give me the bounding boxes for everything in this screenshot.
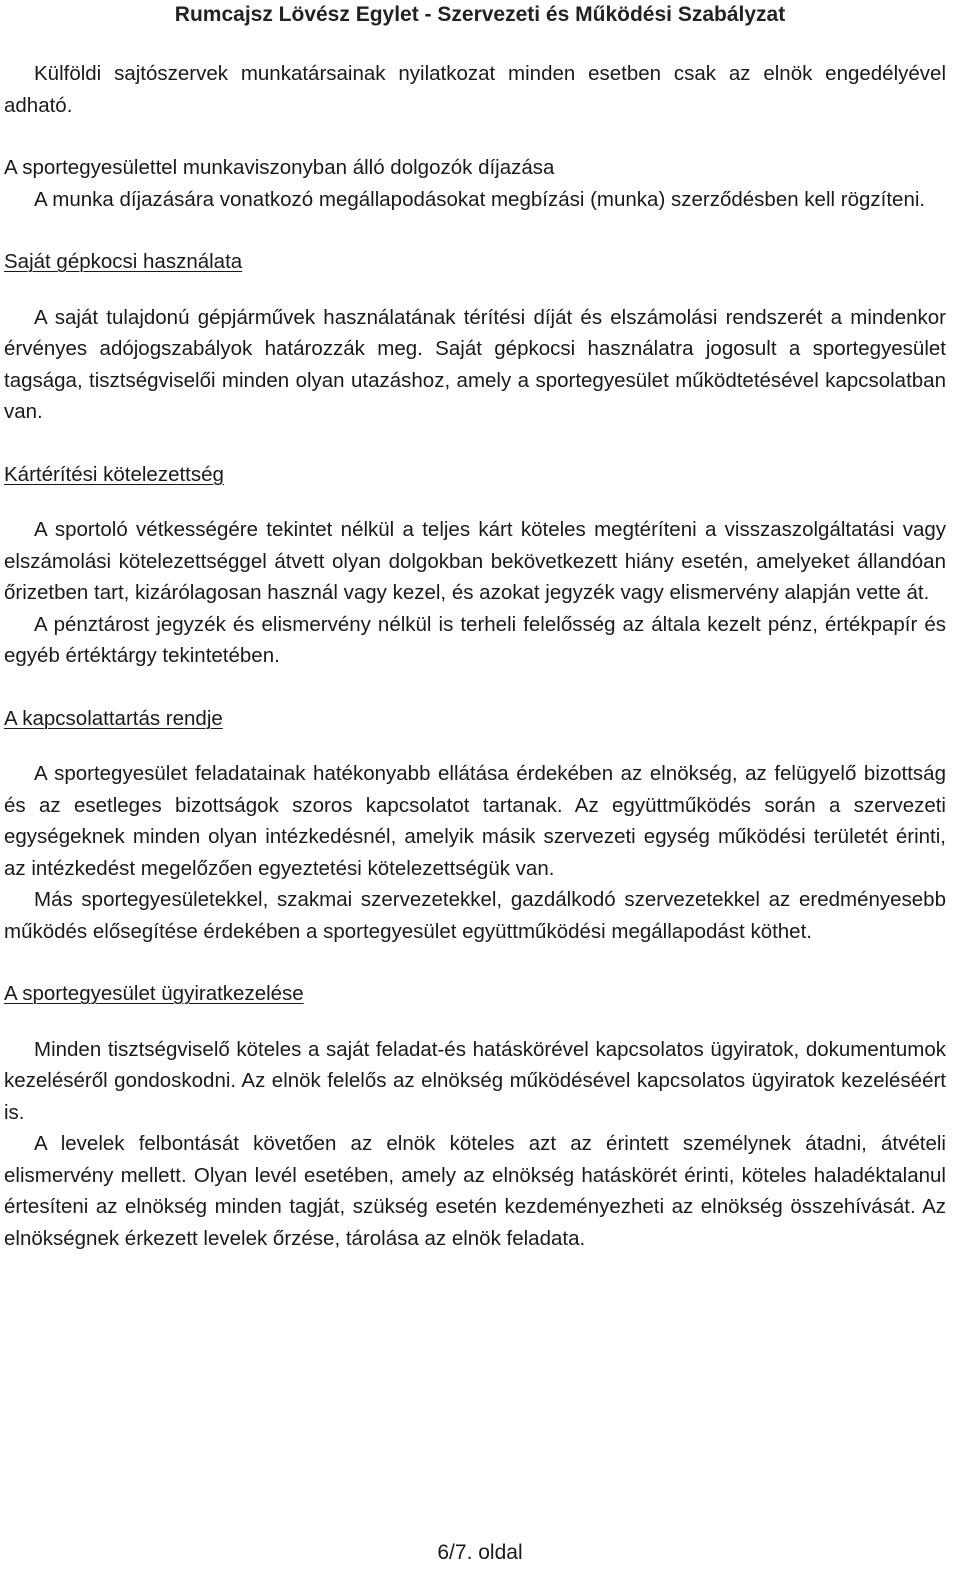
kapcsolattartas-paragraph-1: A sportegyesület feladatainak hatékonyabb ellátása érdekében az elnökség, az felügyelő bizottság és az esetleges bizottságok szoros kapcsolatot tartanak. Az együttműködés során a szervezeti egységeknek minden olyan intézkedésnél, amelyik másik szervezeti egység működési területét érinti, az intézkedést megelőzően egyeztetési kötelezettségük van. [4, 762, 946, 880]
section-heading-karterites: Kártérítési kötelezettség [4, 462, 224, 486]
spacer [4, 947, 946, 978]
section-heading-dijazas: A sportegyesülettel munkaviszonyban álló dolgozók díjazása [4, 156, 555, 179]
gepkocsi-paragraph: A saját tulajdonú gépjárművek használatának térítési díját és elszámolási rendszerét a mindenkor érvényes adójogszabályok határozzák meg. Saját gépkocsi használatra jogosult a sportegyesület tagsága, tisztségviselői minden olyan utazáshoz, amely a sportegyesület működtetésével kapcsolatban van. [4, 305, 946, 423]
spacer [4, 428, 946, 459]
ugyiratkezeles-paragraph-1: Minden tisztségviselő köteles a saját feladat-és hatáskörével kapcsolatos ügyiratok, dokumentumok kezeléséről gondoskodni. Az elnök felelős az elnökség működésével kapcsolatos ügyiratok kezeléséért is. [4, 1037, 946, 1124]
section-heading-gepkocsi: Saját gépkocsi használata [4, 250, 243, 273]
section-heading-ugyiratkezeles: A sportegyesület ügyiratkezelése [4, 982, 304, 1005]
spacer [4, 672, 946, 703]
spacer [4, 278, 946, 302]
document-body [4, 58, 946, 1254]
spacer [4, 215, 946, 246]
section-heading-kapcsolattartas: A kapcsolattartás rendje [4, 706, 223, 730]
karterites-paragraph-1: A sportoló vétkességére tekintet nélkül a teljes kárt köteles megtéríteni a visszaszolgáltatási vagy elszámolási kötelezettséggel átvett olyan dolgokban bekövetkezett hiány esetén, amelyeket állandóan őrizetben tart, kizárólagosan használ vagy kezel, és azokat jegyzék vagy elismervény alapján vette át. [4, 518, 946, 604]
kapcsolattartas-paragraph-2: Más sportegyesületekkel, szakmai szervezetekkel, gazdálkodó szervezetekkel az eredményesebb működés elősegítése érdekében a sportegyesület együttműködési megállapodást köthet. [4, 888, 946, 943]
spacer [4, 734, 946, 758]
karterites-paragraph-2: A pénztárost jegyzék és elismervény nélkül is terheli felelősség az általa kezelt pénz, értékpapír és egyéb értéktárgy tekintetében. [4, 612, 946, 667]
spacer [4, 490, 946, 514]
dijazas-paragraph: A munka díjazására vonatkozó megállapodásokat megbízási (munka) szerződésben kell rögzíteni. [34, 187, 926, 211]
page-number: 6/7. oldal [437, 1541, 523, 1564]
spacer [4, 1010, 946, 1034]
ugyiratkezeles-paragraph-2: A levelek felbontását követően az elnök köteles azt az érintett személynek átadni, átvételi elismervény mellett. Olyan levél esetében, amely az elnökség hatáskörét érinti, köteles haladéktalanul értesíteni az elnökség minden tagját, szükség esetén kezdeményezheti az elnökség összehívását. Az elnökségnek érkezett levelek őrzése, tárolása az elnök feladata. [4, 1132, 946, 1250]
intro-paragraph: Külföldi sajtószervek munkatársainak nyilatkozat minden esetben csak az elnök engedélyével adható. [4, 62, 946, 117]
page-header-title: Rumcajsz Lövész Egylet - Szervezeti és Működési Szabályzat [174, 3, 786, 26]
spacer [4, 121, 946, 152]
